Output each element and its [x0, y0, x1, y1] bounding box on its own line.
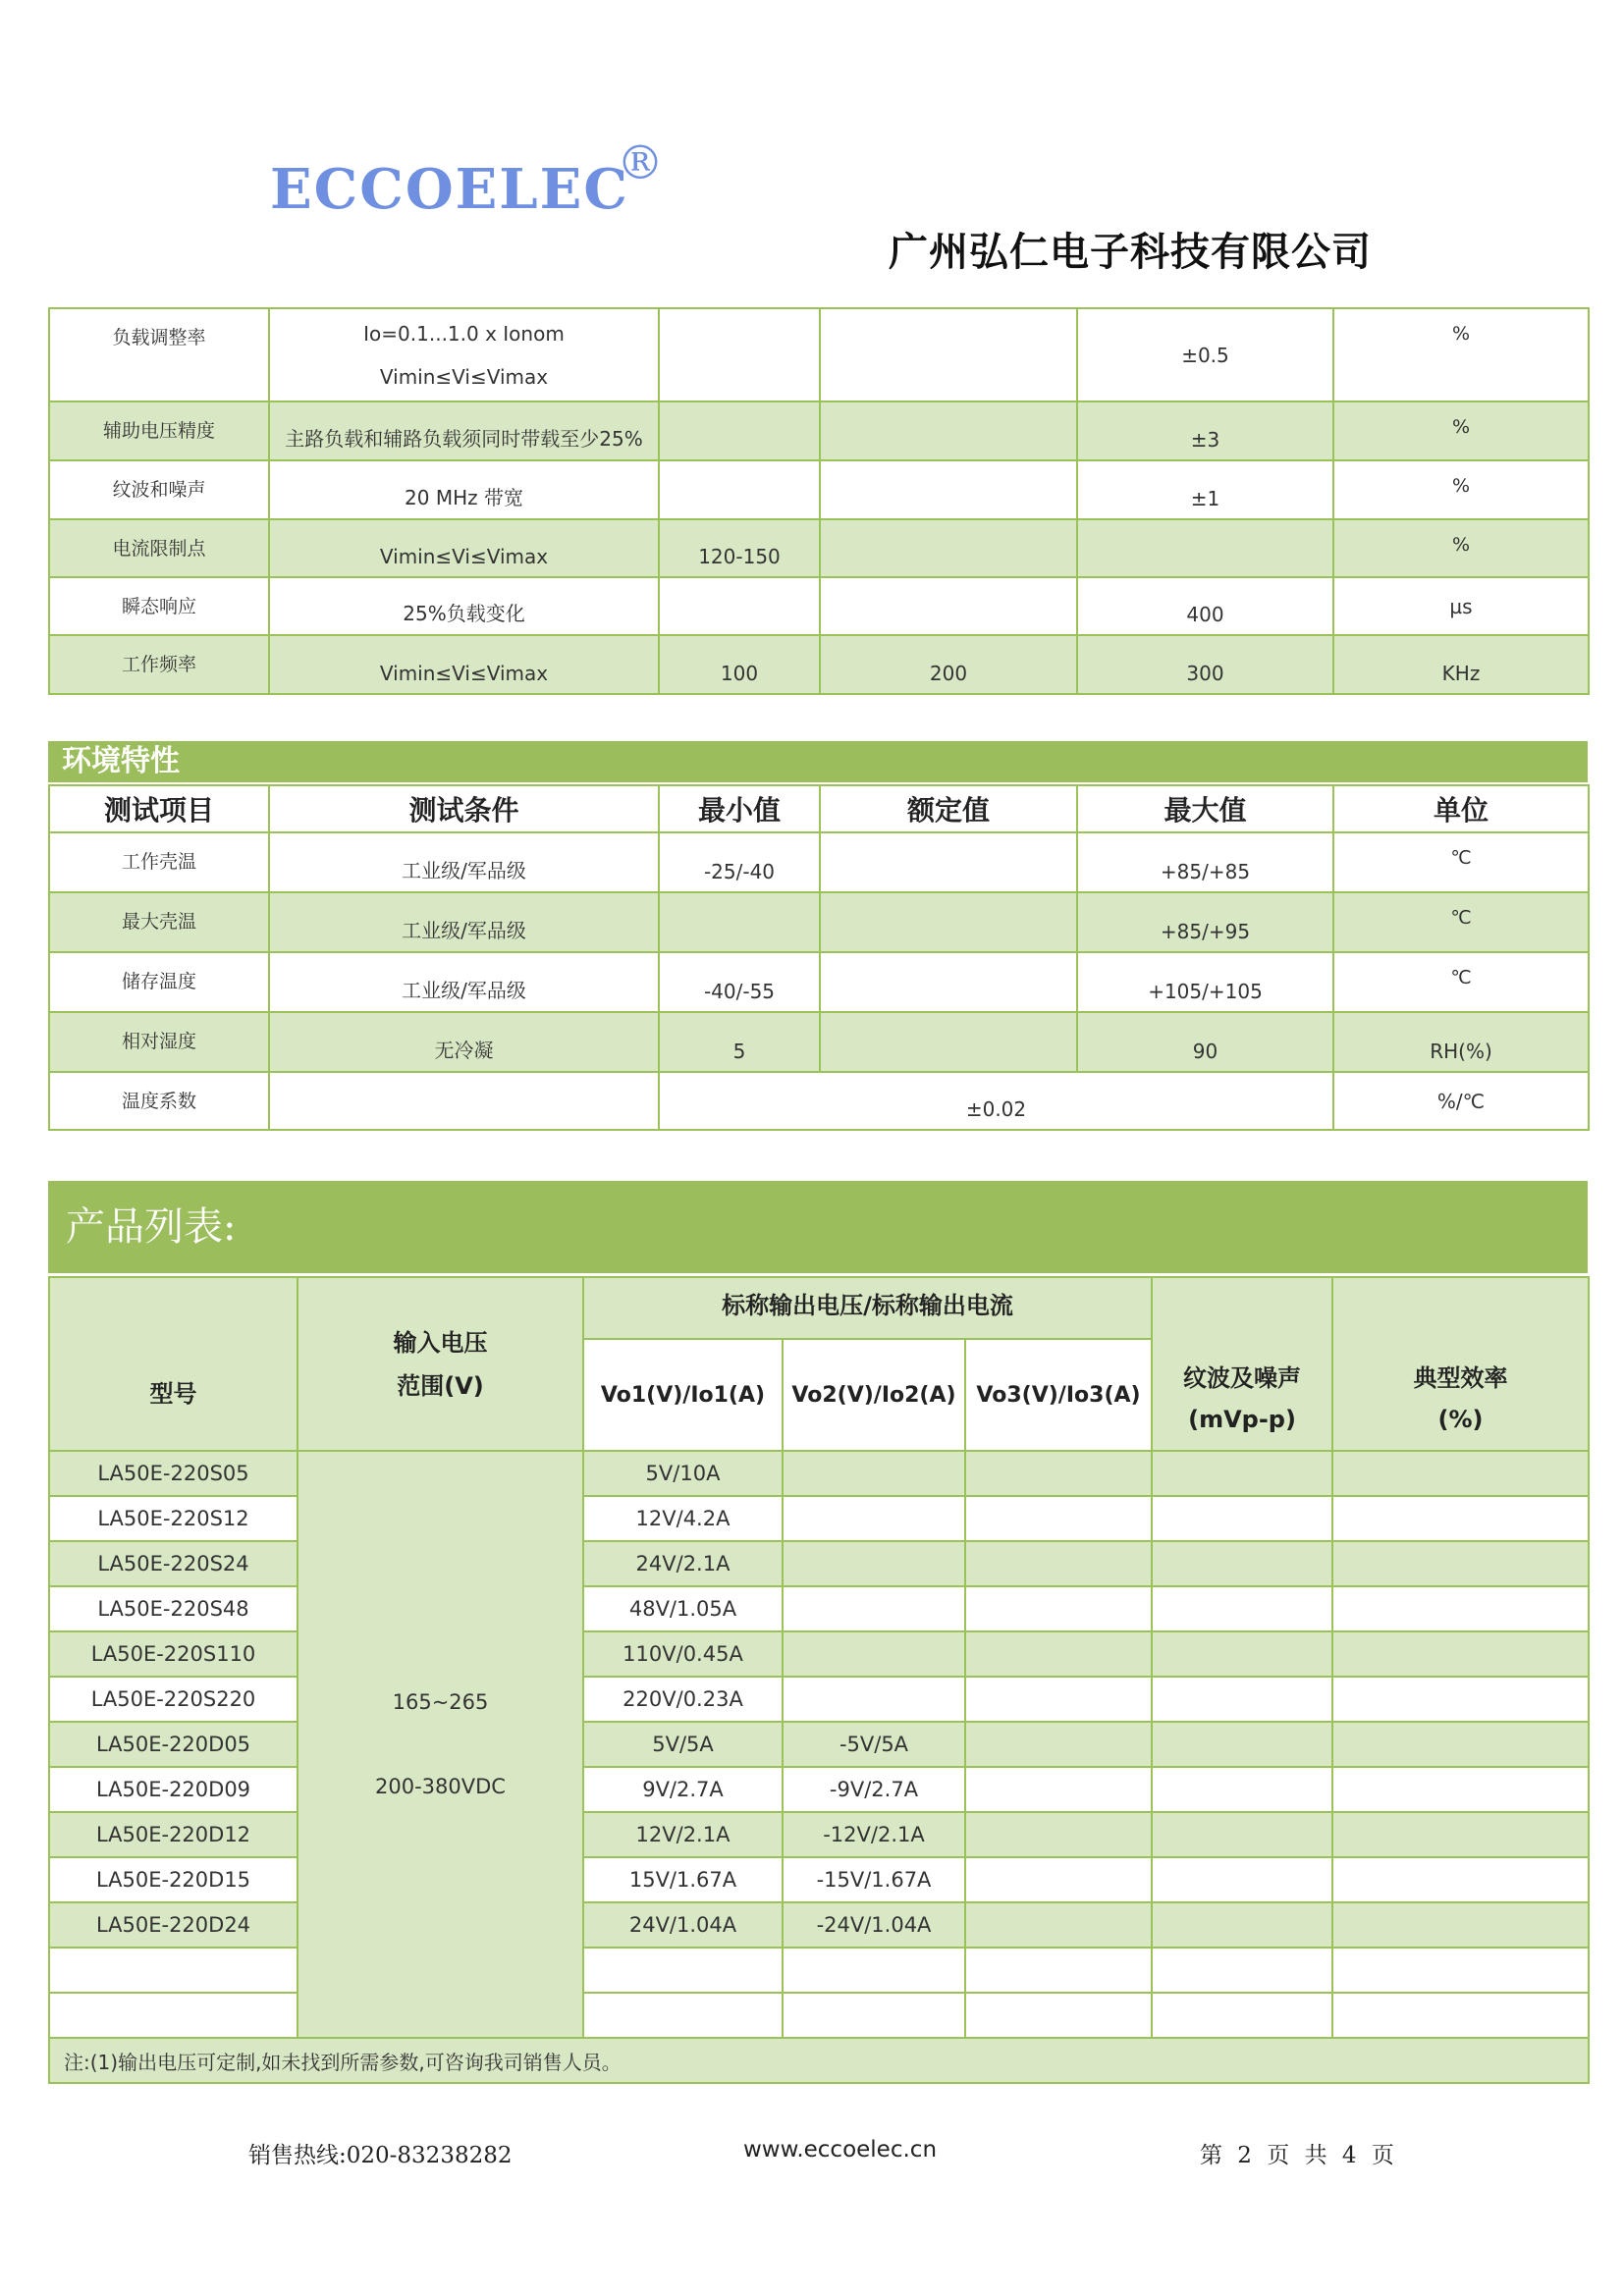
table-row [49, 1812, 1589, 1857]
cell-ripple [1152, 1677, 1332, 1722]
col-header-ripple [1152, 1277, 1332, 1451]
col-header: 最大值 [1077, 785, 1333, 832]
row-typ [820, 892, 1077, 952]
row-condition: 20 MHz 带宽 [269, 460, 659, 519]
cell-model: LA50E-220S110 [49, 1631, 298, 1677]
cell-ripple [1152, 1451, 1332, 1496]
condition-line: Io=0.1...1.0 x Ionom [363, 321, 565, 346]
row-name: 负载调整率 [49, 308, 269, 401]
row-min: -25/-40 [659, 832, 820, 892]
cell-vo3 [965, 1857, 1152, 1902]
row-max: ±0.5 [1077, 308, 1333, 401]
cell-model: LA50E-220D05 [49, 1722, 298, 1767]
row-unit: RH(%) [1333, 1012, 1589, 1072]
table-row [49, 1948, 1589, 1993]
col-header-model: 型号 [49, 1277, 298, 1451]
row-condition: 工业级/军品级 [269, 892, 659, 952]
cell-model: LA50E-220D12 [49, 1812, 298, 1857]
cell-vo1 [583, 1993, 783, 2038]
env-spec-table [48, 784, 1590, 1131]
cell-vo2 [783, 1631, 965, 1677]
row-condition: 25%负载变化 [269, 577, 659, 635]
cell-vo2: -24V/1.04A [783, 1902, 965, 1948]
row-name: 电流限制点 [49, 519, 269, 577]
cell-efficiency [1332, 1993, 1589, 2038]
cell-vo2 [783, 1993, 965, 2038]
website-link[interactable]: www.eccoelec.cn [743, 2137, 938, 2163]
cell-vo2: -9V/2.7A [783, 1767, 965, 1812]
row-max: ±3 [1077, 401, 1333, 460]
cell-efficiency [1332, 1541, 1589, 1586]
cell-model: LA50E-220D15 [49, 1857, 298, 1902]
cell-vo1: 5V/5A [583, 1722, 783, 1767]
cell-vo2 [783, 1586, 965, 1631]
cell-ripple [1152, 1857, 1332, 1902]
table-row [49, 1993, 1589, 2038]
cell-vo3 [965, 1722, 1152, 1767]
cell-vo1: 5V/10A [583, 1451, 783, 1496]
section-title-text: 环境特性 [62, 744, 180, 778]
row-typ [820, 308, 1077, 401]
cell-vo3 [965, 1586, 1152, 1631]
cell-vo3 [965, 1902, 1152, 1948]
row-min [659, 460, 820, 519]
cell-model: LA50E-220D09 [49, 1767, 298, 1812]
header-line: (%) [1437, 1406, 1484, 1433]
row-max: +85/+85 [1077, 832, 1333, 892]
condition-line: Vimin≤Vi≤Vimax [379, 364, 549, 389]
row-min: 100 [659, 635, 820, 694]
row-unit: µs [1333, 577, 1589, 635]
cell-efficiency [1332, 1857, 1589, 1902]
table-header-row [49, 1277, 1589, 1339]
header-line: 纹波及噪声 [1183, 1364, 1302, 1392]
row-max: +85/+95 [1077, 892, 1333, 952]
col-header-vo3: Vo3(V)/Io3(A) [965, 1339, 1152, 1451]
row-max [1077, 519, 1333, 577]
cell-efficiency [1332, 1631, 1589, 1677]
col-header-input [298, 1277, 583, 1451]
cell-efficiency [1332, 1677, 1589, 1722]
row-name: 辅助电压精度 [49, 401, 269, 460]
row-unit: % [1333, 519, 1589, 577]
cell-efficiency [1332, 1902, 1589, 1948]
cell-vo3 [965, 1541, 1152, 1586]
cell-vo1: 24V/1.04A [583, 1902, 783, 1948]
row-max: 400 [1077, 577, 1333, 635]
row-typ [820, 577, 1077, 635]
cell-efficiency [1332, 1948, 1589, 1993]
section-title-text: 产品列表: [66, 1204, 237, 1250]
cell-ripple [1152, 1631, 1332, 1677]
sales-hotline: 销售热线:020-83238282 [248, 2143, 513, 2168]
row-unit: ℃ [1333, 832, 1589, 892]
col-header: 测试项目 [49, 785, 269, 832]
table-row [49, 1631, 1589, 1677]
cell-vo3 [965, 1451, 1152, 1496]
cell-model [49, 1948, 298, 1993]
row-condition [269, 308, 659, 401]
row-name: 工作壳温 [49, 832, 269, 892]
row-name: 纹波和噪声 [49, 460, 269, 519]
row-unit: ℃ [1333, 892, 1589, 952]
row-unit: %/℃ [1333, 1072, 1589, 1130]
row-min [659, 892, 820, 952]
table-row [49, 832, 1589, 892]
table-row [49, 1902, 1589, 1948]
col-header: 单位 [1333, 785, 1589, 832]
cell-efficiency [1332, 1767, 1589, 1812]
header-line: (mVp-p) [1188, 1406, 1296, 1433]
row-name: 相对湿度 [49, 1012, 269, 1072]
cell-vo1: 12V/2.1A [583, 1812, 783, 1857]
cell-ripple [1152, 1722, 1332, 1767]
cell-vo1: 12V/4.2A [583, 1496, 783, 1541]
cell-efficiency [1332, 1812, 1589, 1857]
cell-vo1: 15V/1.67A [583, 1857, 783, 1902]
col-header: 最小值 [659, 785, 820, 832]
row-name: 最大壳温 [49, 892, 269, 952]
table-row [49, 1722, 1589, 1767]
row-unit: % [1333, 460, 1589, 519]
table-row [49, 952, 1589, 1012]
table-row [49, 308, 1589, 401]
row-condition: 工业级/军品级 [269, 952, 659, 1012]
col-header-output: 标称输出电压/标称输出电流 [583, 1277, 1152, 1339]
cell-vo2: -15V/1.67A [783, 1857, 965, 1902]
table-row [49, 1072, 1589, 1130]
row-name: 瞬态响应 [49, 577, 269, 635]
row-typ: 200 [820, 635, 1077, 694]
col-header-vo1: Vo1(V)/Io1(A) [583, 1339, 783, 1451]
cell-vo3 [965, 1767, 1152, 1812]
cell-ripple [1152, 1993, 1332, 2038]
cell-vo2 [783, 1496, 965, 1541]
cell-efficiency [1332, 1451, 1589, 1496]
row-condition: Vimin≤Vi≤Vimax [269, 635, 659, 694]
output-spec-table [48, 307, 1590, 695]
cell-vo2 [783, 1451, 965, 1496]
cell-model: LA50E-220S24 [49, 1541, 298, 1586]
cell-model: LA50E-220S05 [49, 1451, 298, 1496]
col-header-efficiency [1332, 1277, 1589, 1451]
cell-vo1: 24V/2.1A [583, 1541, 783, 1586]
cell-ripple [1152, 1948, 1332, 1993]
env-section-title [48, 741, 1588, 782]
company-name: 广州弘仁电子科技有限公司 [889, 230, 1372, 275]
cell-model: LA50E-220D24 [49, 1902, 298, 1948]
header-line: 典型效率 [1413, 1364, 1508, 1392]
header-line: 输入电压 [393, 1328, 488, 1357]
table-header-row [49, 785, 1589, 832]
table-row [49, 1677, 1589, 1722]
row-max: +105/+105 [1077, 952, 1333, 1012]
row-name: 储存温度 [49, 952, 269, 1012]
registered-mark: ® [617, 135, 664, 190]
cell-vo1: 9V/2.7A [583, 1767, 783, 1812]
cell-model: LA50E-220S220 [49, 1677, 298, 1722]
cell-vo1: 110V/0.45A [583, 1631, 783, 1677]
table-row [49, 1767, 1589, 1812]
company-logo: ECCOELEC [270, 157, 629, 222]
cell-vo2 [783, 1677, 965, 1722]
input-range-line: 200-380VDC [375, 1775, 506, 1798]
table-row [49, 1586, 1589, 1631]
col-header: 额定值 [820, 785, 1077, 832]
row-typ [820, 519, 1077, 577]
row-typ [820, 952, 1077, 1012]
cell-ripple [1152, 1541, 1332, 1586]
input-range-line: 165~265 [392, 1690, 489, 1714]
row-unit: % [1333, 308, 1589, 401]
cell-model: LA50E-220S48 [49, 1586, 298, 1631]
cell-model: LA50E-220S12 [49, 1496, 298, 1541]
cell-vo3 [965, 1948, 1152, 1993]
row-typ [820, 401, 1077, 460]
header-line: 范围(V) [397, 1371, 484, 1400]
row-min: 120-150 [659, 519, 820, 577]
row-condition: 无冷凝 [269, 1012, 659, 1072]
product-section-title [48, 1181, 1588, 1273]
table-row [49, 1541, 1589, 1586]
row-unit: KHz [1333, 635, 1589, 694]
col-header: 测试条件 [269, 785, 659, 832]
table-row [49, 1496, 1589, 1541]
row-condition: Vimin≤Vi≤Vimax [269, 519, 659, 577]
table-row [49, 460, 1589, 519]
row-min [659, 577, 820, 635]
cell-vo1: 220V/0.23A [583, 1677, 783, 1722]
cell-vo2 [783, 1541, 965, 1586]
cell-vo1: 48V/1.05A [583, 1586, 783, 1631]
cell-ripple [1152, 1902, 1332, 1948]
cell-model [49, 1993, 298, 2038]
cell-vo2 [783, 1948, 965, 1993]
cell-vo2: -5V/5A [783, 1722, 965, 1767]
table-row [49, 401, 1589, 460]
row-min [659, 401, 820, 460]
row-max: ±1 [1077, 460, 1333, 519]
table-row [49, 519, 1589, 577]
cell-efficiency [1332, 1496, 1589, 1541]
cell-efficiency [1332, 1586, 1589, 1631]
cell-ripple [1152, 1767, 1332, 1812]
table-row [49, 635, 1589, 694]
row-name: 工作频率 [49, 635, 269, 694]
cell-vo3 [965, 1812, 1152, 1857]
row-condition [269, 1072, 659, 1130]
note-row [49, 2038, 1589, 2083]
cell-input-range [298, 1451, 583, 2038]
row-unit: % [1333, 401, 1589, 460]
row-max: 90 [1077, 1012, 1333, 1072]
cell-vo3 [965, 1496, 1152, 1541]
row-unit: ℃ [1333, 952, 1589, 1012]
table-note: 注:(1)输出电压可定制,如未找到所需参数,可咨询我司销售人员。 [49, 2038, 1589, 2083]
cell-vo3 [965, 1631, 1152, 1677]
row-typ [820, 460, 1077, 519]
row-min: -40/-55 [659, 952, 820, 1012]
row-condition: 工业级/军品级 [269, 832, 659, 892]
page-number: 第 2 页 共 4 页 [1200, 2143, 1398, 2168]
cell-ripple [1152, 1586, 1332, 1631]
cell-ripple [1152, 1496, 1332, 1541]
row-typ [820, 832, 1077, 892]
cell-vo3 [965, 1677, 1152, 1722]
cell-ripple [1152, 1812, 1332, 1857]
table-row [49, 1857, 1589, 1902]
row-typ [820, 1012, 1077, 1072]
row-name: 温度系数 [49, 1072, 269, 1130]
cell-efficiency [1332, 1722, 1589, 1767]
cell-vo2: -12V/2.1A [783, 1812, 965, 1857]
row-min [659, 308, 820, 401]
table-row [49, 892, 1589, 952]
row-condition: 主路负载和辅路负载须同时带载至少25% [269, 401, 659, 460]
col-header-vo2: Vo2(V)/Io2(A) [783, 1339, 965, 1451]
product-table [48, 1276, 1590, 2084]
cell-vo3 [965, 1993, 1152, 2038]
row-max: 300 [1077, 635, 1333, 694]
row-min: 5 [659, 1012, 820, 1072]
table-row [49, 1012, 1589, 1072]
table-row [49, 1451, 1589, 1496]
cell-vo1 [583, 1948, 783, 1993]
row-value: ±0.02 [659, 1072, 1333, 1130]
table-row [49, 577, 1589, 635]
